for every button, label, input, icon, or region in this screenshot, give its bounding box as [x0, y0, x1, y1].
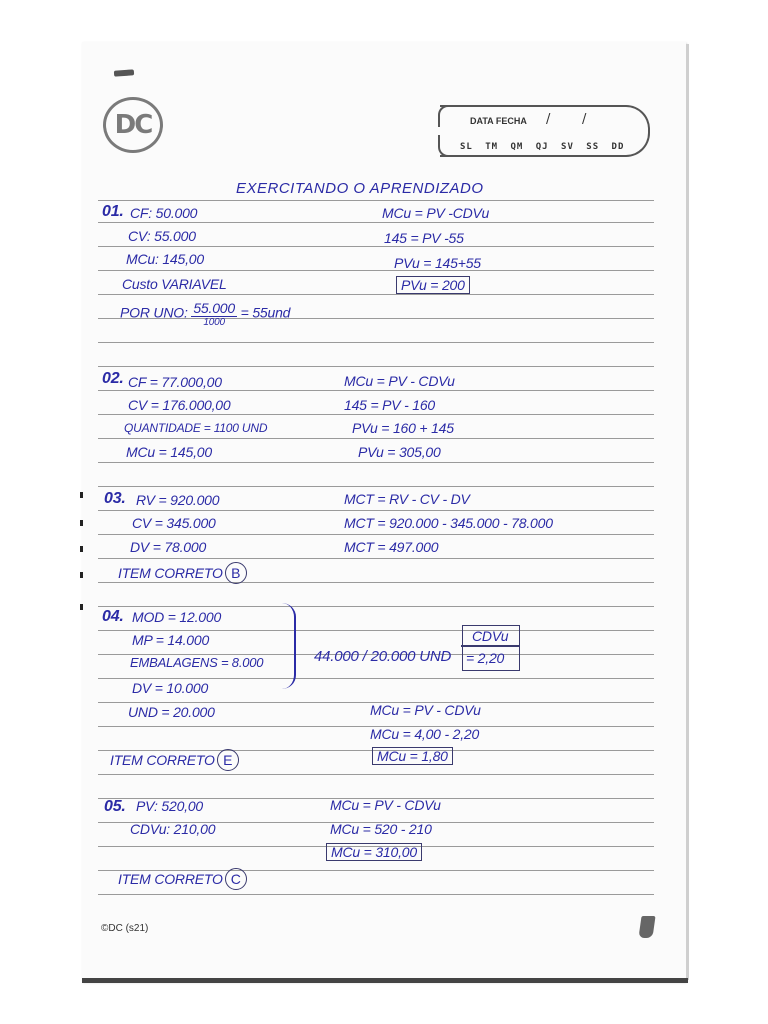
- question-number: 01.: [102, 203, 124, 220]
- q2-line: QUANTIDADE = 1100 UND: [124, 421, 268, 435]
- q1-line: CV: 55.000: [128, 228, 196, 244]
- page-bottom-edge: [82, 978, 688, 983]
- q5-formula: MCu = PV - CDVu: [330, 797, 441, 813]
- q2-line: CF = 77.000,00: [128, 374, 222, 390]
- ruled-line: [98, 894, 654, 895]
- ruled-line: [98, 270, 654, 271]
- q5-line: CDVu: 210,00: [130, 821, 216, 837]
- q4-line: UND = 20.000: [128, 704, 215, 720]
- q4-formula: MCu = 4,00 - 2,20: [370, 726, 480, 742]
- q2-formula: PVu = 160 + 145: [352, 420, 454, 436]
- date-label: DATA FECHA: [470, 116, 527, 126]
- q4-item: ITEM CORRETO E: [110, 749, 239, 771]
- question-number: 05.: [104, 798, 126, 815]
- answer-circle: E: [217, 749, 239, 771]
- ruled-line: [98, 200, 654, 201]
- ruled-line: [98, 630, 654, 631]
- copyright-text: ©DC (s21): [101, 923, 149, 934]
- ruled-line: [98, 294, 654, 295]
- q1-answer: PVu = 200: [396, 276, 470, 294]
- page-edge: [686, 44, 689, 980]
- q4-formula: MCu = PV - CDVu: [370, 702, 481, 718]
- q1-formula: 145 = PV -55: [384, 230, 464, 246]
- ruled-line: [98, 774, 654, 775]
- page-title: EXERCITANDO O APRENDIZADO: [236, 180, 484, 197]
- ruled-line: [98, 510, 654, 511]
- q3-formula: MCT = 497.000: [344, 539, 439, 555]
- q3-line: CV = 345.000: [132, 515, 216, 531]
- q1-line: MCu: 145,00: [126, 251, 204, 267]
- q5-answer: MCu = 310,00: [326, 843, 422, 861]
- binding-dot: [80, 546, 83, 552]
- ruled-line: [98, 678, 654, 679]
- ruled-line: [98, 534, 654, 535]
- ruled-line: [98, 606, 654, 607]
- q1-line: CF: 50.000: [130, 205, 198, 221]
- q3-formula: MCT = 920.000 - 345.000 - 78.000: [344, 515, 553, 531]
- ruled-line: [98, 390, 654, 391]
- weekday-row: SL TM QM QJ SV SS DD: [460, 142, 625, 152]
- ruled-line: [98, 366, 654, 367]
- question-number: 02.: [102, 370, 124, 387]
- q4-line: MOD = 12.000: [132, 609, 222, 625]
- q4-division: 44.000 / 20.000 UND: [314, 648, 452, 665]
- q2-line: MCu = 145,00: [126, 444, 212, 460]
- q3-formula: MCT = RV - CV - DV: [344, 491, 470, 507]
- brace: [280, 603, 296, 689]
- fraction: $\frac{55.000}{1000}$: [193, 300, 235, 328]
- q2-formula: PVu = 305,00: [358, 444, 441, 460]
- q2-formula: MCu = PV - CDVu: [344, 373, 455, 389]
- ruled-line: [98, 558, 654, 559]
- q4-answer: MCu = 1,80: [372, 747, 453, 765]
- ruled-line: [98, 222, 654, 223]
- question-number: 03.: [104, 490, 126, 507]
- answer-circle: C: [225, 868, 247, 890]
- q1-formula: PVu = 145+55: [394, 255, 481, 271]
- ruled-line: [98, 414, 654, 415]
- binding-dot: [80, 520, 83, 526]
- ruled-line: [98, 246, 654, 247]
- q4-line: MP = 14.000: [132, 632, 210, 648]
- q4-line: DV = 10.000: [132, 680, 209, 696]
- q5-formula: MCu = 520 - 210: [330, 821, 432, 837]
- q1-por-uno: POR UNO: $\frac{55.000}{1000}$ = 55und: [120, 300, 291, 328]
- q1-line: Custo VARIAVEL: [122, 276, 227, 292]
- binding-dot: [80, 604, 83, 610]
- dc-logo: DC: [103, 97, 163, 153]
- ruled-line: [98, 486, 654, 487]
- ruled-line: [98, 462, 654, 463]
- q1-formula: MCu = PV -CDVu: [382, 205, 490, 221]
- binding-dot: [80, 572, 83, 578]
- q4-box-top: CDVu: [472, 628, 509, 644]
- binding-dot: [80, 492, 83, 498]
- q4-line: EMBALAGENS = 8.000: [130, 655, 264, 670]
- q5-line: PV: 520,00: [136, 798, 204, 814]
- answer-circle: B: [225, 562, 247, 584]
- ruled-line: [98, 342, 654, 343]
- q3-line: DV = 78.000: [130, 539, 207, 555]
- q4-box-bottom: = 2,20: [466, 650, 505, 666]
- question-number: 04.: [102, 608, 124, 625]
- q3-line: RV = 920.000: [136, 492, 220, 508]
- q2-formula: 145 = PV - 160: [344, 397, 435, 413]
- q3-item: ITEM CORRETO B: [118, 562, 247, 584]
- date-slash: /: [582, 112, 587, 127]
- q2-line: CV = 176.000,00: [128, 397, 231, 413]
- date-slash: /: [546, 112, 551, 127]
- ruled-line: [98, 438, 654, 439]
- q5-item: ITEM CORRETO C: [118, 868, 247, 890]
